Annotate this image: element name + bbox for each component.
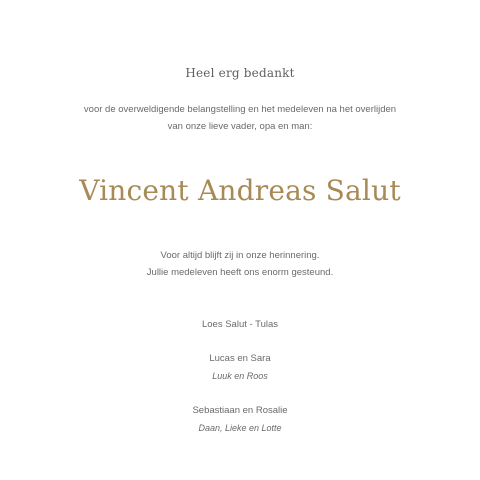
family-member-children: Luuk en Roos <box>212 371 268 381</box>
intro-line-1: voor de overweldigende belangstelling en het medeleven na het overlijden <box>83 104 397 115</box>
memory-line-1: Voor altijd blijft zij in onze herinnering. <box>160 250 320 261</box>
deceased-name: Vincent Andreas Salut <box>79 174 401 207</box>
family-member-name: Loes Salut - Tulas <box>201 319 279 330</box>
intro-line-2: van onze lieve vader, opa en man: <box>167 121 313 132</box>
family-member-name: Sebastiaan en Rosalie <box>192 405 288 416</box>
family-member-children: Daan, Lieke en Lotte <box>198 423 282 433</box>
card-heading: Heel erg bedankt <box>185 66 295 80</box>
memory-line-2: Jullie medeleven heeft ons enorm gesteund. <box>146 267 334 278</box>
family-member-name: Lucas en Sara <box>209 353 271 364</box>
